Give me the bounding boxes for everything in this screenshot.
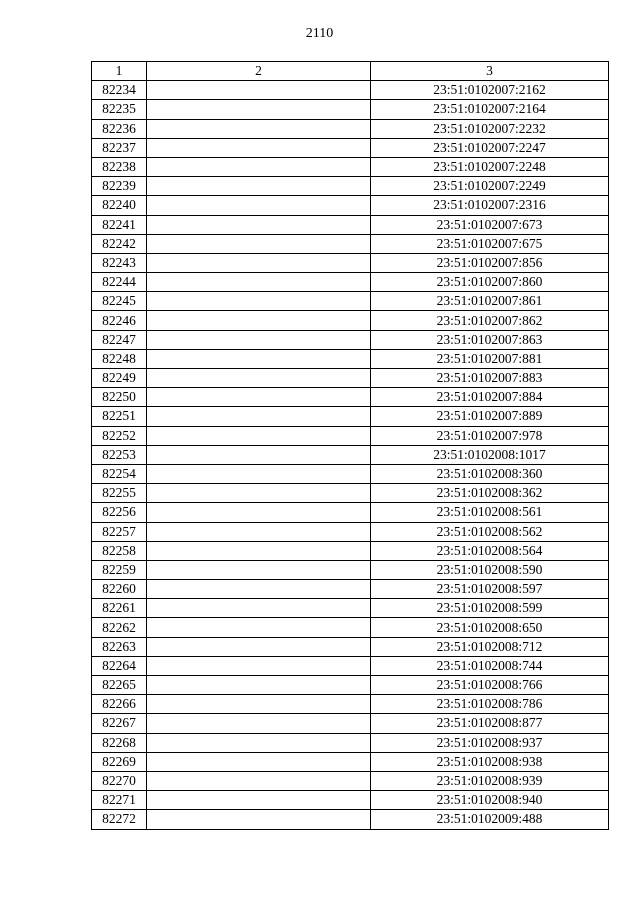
table-row bbox=[92, 234, 609, 253]
row-number-cell: 82259 bbox=[92, 560, 147, 579]
table-row bbox=[92, 599, 609, 618]
cadastral-number-cell: 23:51:0102007:861 bbox=[371, 292, 609, 311]
description-cell bbox=[147, 522, 371, 541]
row-number-cell: 82254 bbox=[92, 464, 147, 483]
table-row bbox=[92, 445, 609, 464]
column-header-1: 1 bbox=[92, 62, 147, 81]
description-cell bbox=[147, 484, 371, 503]
table-row bbox=[92, 138, 609, 157]
table-row bbox=[92, 369, 609, 388]
row-number-cell: 82247 bbox=[92, 330, 147, 349]
cadastral-number-cell: 23:51:0102008:562 bbox=[371, 522, 609, 541]
cadastral-number-cell: 23:51:0102008:712 bbox=[371, 637, 609, 656]
row-number-cell: 82270 bbox=[92, 771, 147, 790]
cadastral-number-cell: 23:51:0102007:862 bbox=[371, 311, 609, 330]
table-row bbox=[92, 791, 609, 810]
cadastral-number-cell: 23:51:0102008:786 bbox=[371, 695, 609, 714]
row-number-cell: 82265 bbox=[92, 676, 147, 695]
description-cell bbox=[147, 349, 371, 368]
table-row bbox=[92, 810, 609, 829]
row-number-cell: 82237 bbox=[92, 138, 147, 157]
cadastral-number-cell: 23:51:0102009:488 bbox=[371, 810, 609, 829]
cadastral-number-cell: 23:51:0102007:2247 bbox=[371, 138, 609, 157]
description-cell bbox=[147, 157, 371, 176]
cadastral-number-cell: 23:51:0102007:881 bbox=[371, 349, 609, 368]
description-cell bbox=[147, 791, 371, 810]
registry-table bbox=[91, 61, 609, 830]
table-row bbox=[92, 503, 609, 522]
row-number-cell: 82264 bbox=[92, 656, 147, 675]
row-number-cell: 82267 bbox=[92, 714, 147, 733]
header-row bbox=[92, 62, 609, 81]
cadastral-number-cell: 23:51:0102007:856 bbox=[371, 253, 609, 272]
description-cell bbox=[147, 330, 371, 349]
cadastral-number-cell: 23:51:0102008:564 bbox=[371, 541, 609, 560]
cadastral-number-cell: 23:51:0102007:675 bbox=[371, 234, 609, 253]
cadastral-number-cell: 23:51:0102008:561 bbox=[371, 503, 609, 522]
description-cell bbox=[147, 234, 371, 253]
table-row bbox=[92, 426, 609, 445]
table-row bbox=[92, 541, 609, 560]
description-cell bbox=[147, 177, 371, 196]
table-body bbox=[92, 81, 609, 829]
description-cell bbox=[147, 369, 371, 388]
description-cell bbox=[147, 541, 371, 560]
description-cell bbox=[147, 695, 371, 714]
cadastral-number-cell: 23:51:0102007:2162 bbox=[371, 81, 609, 100]
description-cell bbox=[147, 215, 371, 234]
row-number-cell: 82248 bbox=[92, 349, 147, 368]
table-row bbox=[92, 522, 609, 541]
cadastral-number-cell: 23:51:0102008:599 bbox=[371, 599, 609, 618]
table-row bbox=[92, 733, 609, 752]
table-row bbox=[92, 177, 609, 196]
table-header bbox=[92, 62, 609, 81]
cadastral-number-cell: 23:51:0102008:940 bbox=[371, 791, 609, 810]
cadastral-number-cell: 23:51:0102008:937 bbox=[371, 733, 609, 752]
page-number: 2110 bbox=[305, 26, 334, 41]
row-number-cell: 82251 bbox=[92, 407, 147, 426]
column-header-3: 3 bbox=[371, 62, 609, 81]
table-row bbox=[92, 560, 609, 579]
cadastral-number-cell: 23:51:0102007:883 bbox=[371, 369, 609, 388]
table-row bbox=[92, 656, 609, 675]
cadastral-number-cell: 23:51:0102008:360 bbox=[371, 464, 609, 483]
description-cell bbox=[147, 445, 371, 464]
cadastral-number-cell: 23:51:0102008:744 bbox=[371, 656, 609, 675]
table-row bbox=[92, 81, 609, 100]
row-number-cell: 82266 bbox=[92, 695, 147, 714]
table-row bbox=[92, 752, 609, 771]
column-header-2: 2 bbox=[147, 62, 371, 81]
row-number-cell: 82236 bbox=[92, 119, 147, 138]
row-number-cell: 82238 bbox=[92, 157, 147, 176]
table-row bbox=[92, 388, 609, 407]
row-number-cell: 82249 bbox=[92, 369, 147, 388]
row-number-cell: 82255 bbox=[92, 484, 147, 503]
description-cell bbox=[147, 676, 371, 695]
description-cell bbox=[147, 138, 371, 157]
description-cell bbox=[147, 810, 371, 829]
cadastral-number-cell: 23:51:0102007:2164 bbox=[371, 100, 609, 119]
table-row bbox=[92, 157, 609, 176]
table-row bbox=[92, 292, 609, 311]
description-cell bbox=[147, 733, 371, 752]
row-number-cell: 82241 bbox=[92, 215, 147, 234]
row-number-cell: 82245 bbox=[92, 292, 147, 311]
table-row bbox=[92, 273, 609, 292]
row-number-cell: 82239 bbox=[92, 177, 147, 196]
description-cell bbox=[147, 100, 371, 119]
cadastral-number-cell: 23:51:0102008:650 bbox=[371, 618, 609, 637]
table-row bbox=[92, 714, 609, 733]
table-row bbox=[92, 215, 609, 234]
table-row bbox=[92, 695, 609, 714]
cadastral-number-cell: 23:51:0102008:877 bbox=[371, 714, 609, 733]
cadastral-number-cell: 23:51:0102007:978 bbox=[371, 426, 609, 445]
row-number-cell: 82271 bbox=[92, 791, 147, 810]
description-cell bbox=[147, 503, 371, 522]
description-cell bbox=[147, 81, 371, 100]
row-number-cell: 82252 bbox=[92, 426, 147, 445]
row-number-cell: 82261 bbox=[92, 599, 147, 618]
description-cell bbox=[147, 656, 371, 675]
table-row bbox=[92, 119, 609, 138]
description-cell bbox=[147, 714, 371, 733]
cadastral-number-cell: 23:51:0102007:2316 bbox=[371, 196, 609, 215]
table-row bbox=[92, 253, 609, 272]
description-cell bbox=[147, 771, 371, 790]
description-cell bbox=[147, 599, 371, 618]
table-row bbox=[92, 100, 609, 119]
table-row bbox=[92, 771, 609, 790]
description-cell bbox=[147, 637, 371, 656]
table-row bbox=[92, 196, 609, 215]
table-row bbox=[92, 637, 609, 656]
row-number-cell: 82235 bbox=[92, 100, 147, 119]
row-number-cell: 82262 bbox=[92, 618, 147, 637]
cadastral-number-cell: 23:51:0102008:766 bbox=[371, 676, 609, 695]
cadastral-number-cell: 23:51:0102007:884 bbox=[371, 388, 609, 407]
cadastral-number-cell: 23:51:0102007:673 bbox=[371, 215, 609, 234]
row-number-cell: 82258 bbox=[92, 541, 147, 560]
cadastral-number-cell: 23:51:0102008:590 bbox=[371, 560, 609, 579]
description-cell bbox=[147, 426, 371, 445]
description-cell bbox=[147, 311, 371, 330]
description-cell bbox=[147, 388, 371, 407]
description-cell bbox=[147, 407, 371, 426]
table-row bbox=[92, 407, 609, 426]
cadastral-number-cell: 23:51:0102007:863 bbox=[371, 330, 609, 349]
row-number-cell: 82268 bbox=[92, 733, 147, 752]
description-cell bbox=[147, 253, 371, 272]
description-cell bbox=[147, 273, 371, 292]
description-cell bbox=[147, 618, 371, 637]
table-row bbox=[92, 330, 609, 349]
table-row bbox=[92, 580, 609, 599]
row-number-cell: 82256 bbox=[92, 503, 147, 522]
row-number-cell: 82242 bbox=[92, 234, 147, 253]
cadastral-number-cell: 23:51:0102008:362 bbox=[371, 484, 609, 503]
cadastral-number-cell: 23:51:0102007:2248 bbox=[371, 157, 609, 176]
cadastral-number-cell: 23:51:0102007:889 bbox=[371, 407, 609, 426]
description-cell bbox=[147, 752, 371, 771]
description-cell bbox=[147, 196, 371, 215]
description-cell bbox=[147, 464, 371, 483]
row-number-cell: 82263 bbox=[92, 637, 147, 656]
cadastral-number-cell: 23:51:0102008:1017 bbox=[371, 445, 609, 464]
row-number-cell: 82250 bbox=[92, 388, 147, 407]
row-number-cell: 82243 bbox=[92, 253, 147, 272]
row-number-cell: 82272 bbox=[92, 810, 147, 829]
row-number-cell: 82269 bbox=[92, 752, 147, 771]
cadastral-number-cell: 23:51:0102008:938 bbox=[371, 752, 609, 771]
cadastral-number-cell: 23:51:0102008:597 bbox=[371, 580, 609, 599]
table-row bbox=[92, 618, 609, 637]
row-number-cell: 82257 bbox=[92, 522, 147, 541]
cadastral-number-cell: 23:51:0102008:939 bbox=[371, 771, 609, 790]
table-row bbox=[92, 311, 609, 330]
description-cell bbox=[147, 580, 371, 599]
cadastral-number-cell: 23:51:0102007:2249 bbox=[371, 177, 609, 196]
row-number-cell: 82234 bbox=[92, 81, 147, 100]
table-row bbox=[92, 464, 609, 483]
description-cell bbox=[147, 119, 371, 138]
table-row bbox=[92, 349, 609, 368]
row-number-cell: 82260 bbox=[92, 580, 147, 599]
description-cell bbox=[147, 560, 371, 579]
row-number-cell: 82244 bbox=[92, 273, 147, 292]
row-number-cell: 82240 bbox=[92, 196, 147, 215]
description-cell bbox=[147, 292, 371, 311]
cadastral-number-cell: 23:51:0102007:2232 bbox=[371, 119, 609, 138]
row-number-cell: 82246 bbox=[92, 311, 147, 330]
table-row bbox=[92, 676, 609, 695]
table-row bbox=[92, 484, 609, 503]
cadastral-number-cell: 23:51:0102007:860 bbox=[371, 273, 609, 292]
row-number-cell: 82253 bbox=[92, 445, 147, 464]
